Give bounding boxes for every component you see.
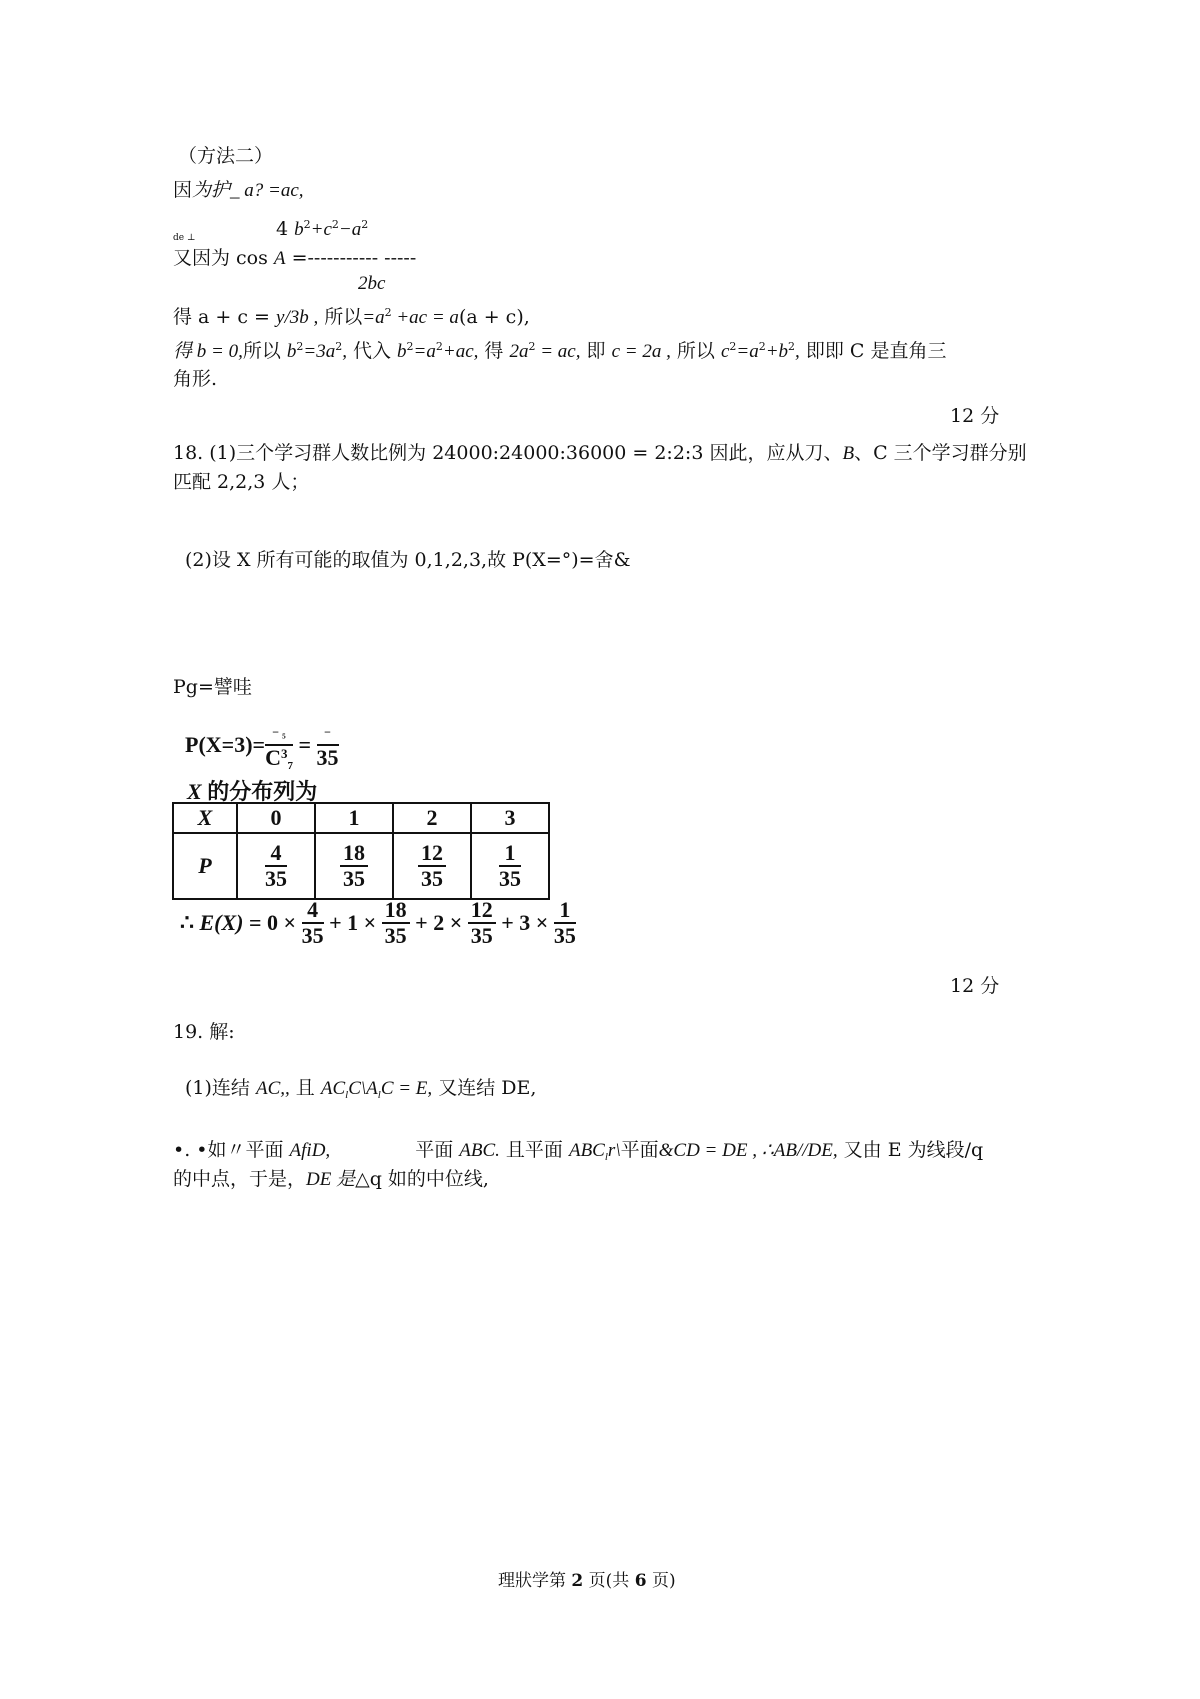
- q18-part2: (2)设 X 所有可能的取值为 0,1,2,3,故 P(X=°)=舍&: [185, 549, 631, 571]
- conclusion-line-wrap: 角形.: [173, 368, 218, 390]
- method2-heading: （方法二）: [178, 145, 274, 167]
- distribution-table: [172, 802, 550, 900]
- q18-part1-line1: 18. (1)三个学习群人数比例为 24000:24000:36000 = 2:2:3 因此，应从刀、B、C 三个学习群分别: [173, 442, 1027, 464]
- cos-denominator: 2bc: [358, 273, 386, 294]
- table-row: [173, 803, 549, 833]
- p-value: $\frac{1}{35}$: [471, 833, 549, 899]
- page-footer: 理狀学第 2 页(共 6 页): [498, 1571, 676, 1591]
- q18-score: 12 分: [950, 975, 1000, 997]
- q18-part1-line2: 匹配 2,2,3 人；: [173, 471, 310, 493]
- tiny-mark: de ⊥: [173, 233, 196, 243]
- q19-line3: 的中点，于是，DE 是△q 如的中位线,: [173, 1168, 489, 1190]
- q18-pg: Pg=譬哇: [173, 676, 252, 698]
- p-value: $\frac{12}{35}$: [393, 833, 471, 899]
- px3-formula: P(X=3)= $\frac{\text{− ₅}}{C^3_7}$ = $\frac{-}{35}$: [185, 720, 339, 770]
- p-header: P: [173, 833, 237, 899]
- x-header: X: [173, 803, 237, 833]
- method2-score: 12 分: [950, 405, 1000, 427]
- q19-line1: (1)连结 AC,, 且 $AC_lC\backslash A_lC = E$, 又连结 DE,: [185, 1077, 537, 1101]
- cos-numerator: 4 $b^2+c^2-a^2$: [276, 218, 369, 240]
- px3-result-fraction: $\frac{-}{35}$: [317, 720, 339, 770]
- derive-line: 得 a + c = y/3b , 所以$=a^2 +ac = a(a + c)$,: [173, 306, 530, 328]
- x-value: 2: [393, 803, 471, 833]
- dist-label: X 的分布列为: [187, 779, 318, 804]
- x-value: 1: [315, 803, 393, 833]
- q19-line2: •. •如〃平面 AfiD, 平面 ABC. 且平面 $ABC_lr\backslash$平面&CD = DE , ∴AB//DE, 又由 E 为线段/q: [173, 1139, 984, 1163]
- expectation-formula: ∴ E(X) = 0 × $\frac{4}{35}$ + 1 × $\frac{18}{35}$ + 2 × $\frac{12}{35}$ + 3 × $\frac{1}{35}$: [180, 898, 576, 948]
- x-value: 3: [471, 803, 549, 833]
- x-value: 0: [237, 803, 315, 833]
- p-value: $\frac{4}{35}$: [237, 833, 315, 899]
- conclusion-line: 得 b = 0,所以 $b^2=3a^2$, 代入 $b^2=a^2+ac$, 得 $2a^2$ = ac, 即 c = 2a , 所以 $c^2=a^2+b^2$, 即即 C 是直角三: [173, 340, 947, 362]
- method2-line1: 因为护_ a? =ac,: [173, 179, 304, 201]
- q19-title: 19. 解:: [173, 1021, 235, 1043]
- p-value: $\frac{18}{35}$: [315, 833, 393, 899]
- px3-fraction: $\frac{\text{− ₅}}{C^3_7}$: [265, 720, 293, 770]
- table-row: [173, 833, 549, 899]
- cos-line: 又因为 cos A =----------- -----: [173, 247, 417, 269]
